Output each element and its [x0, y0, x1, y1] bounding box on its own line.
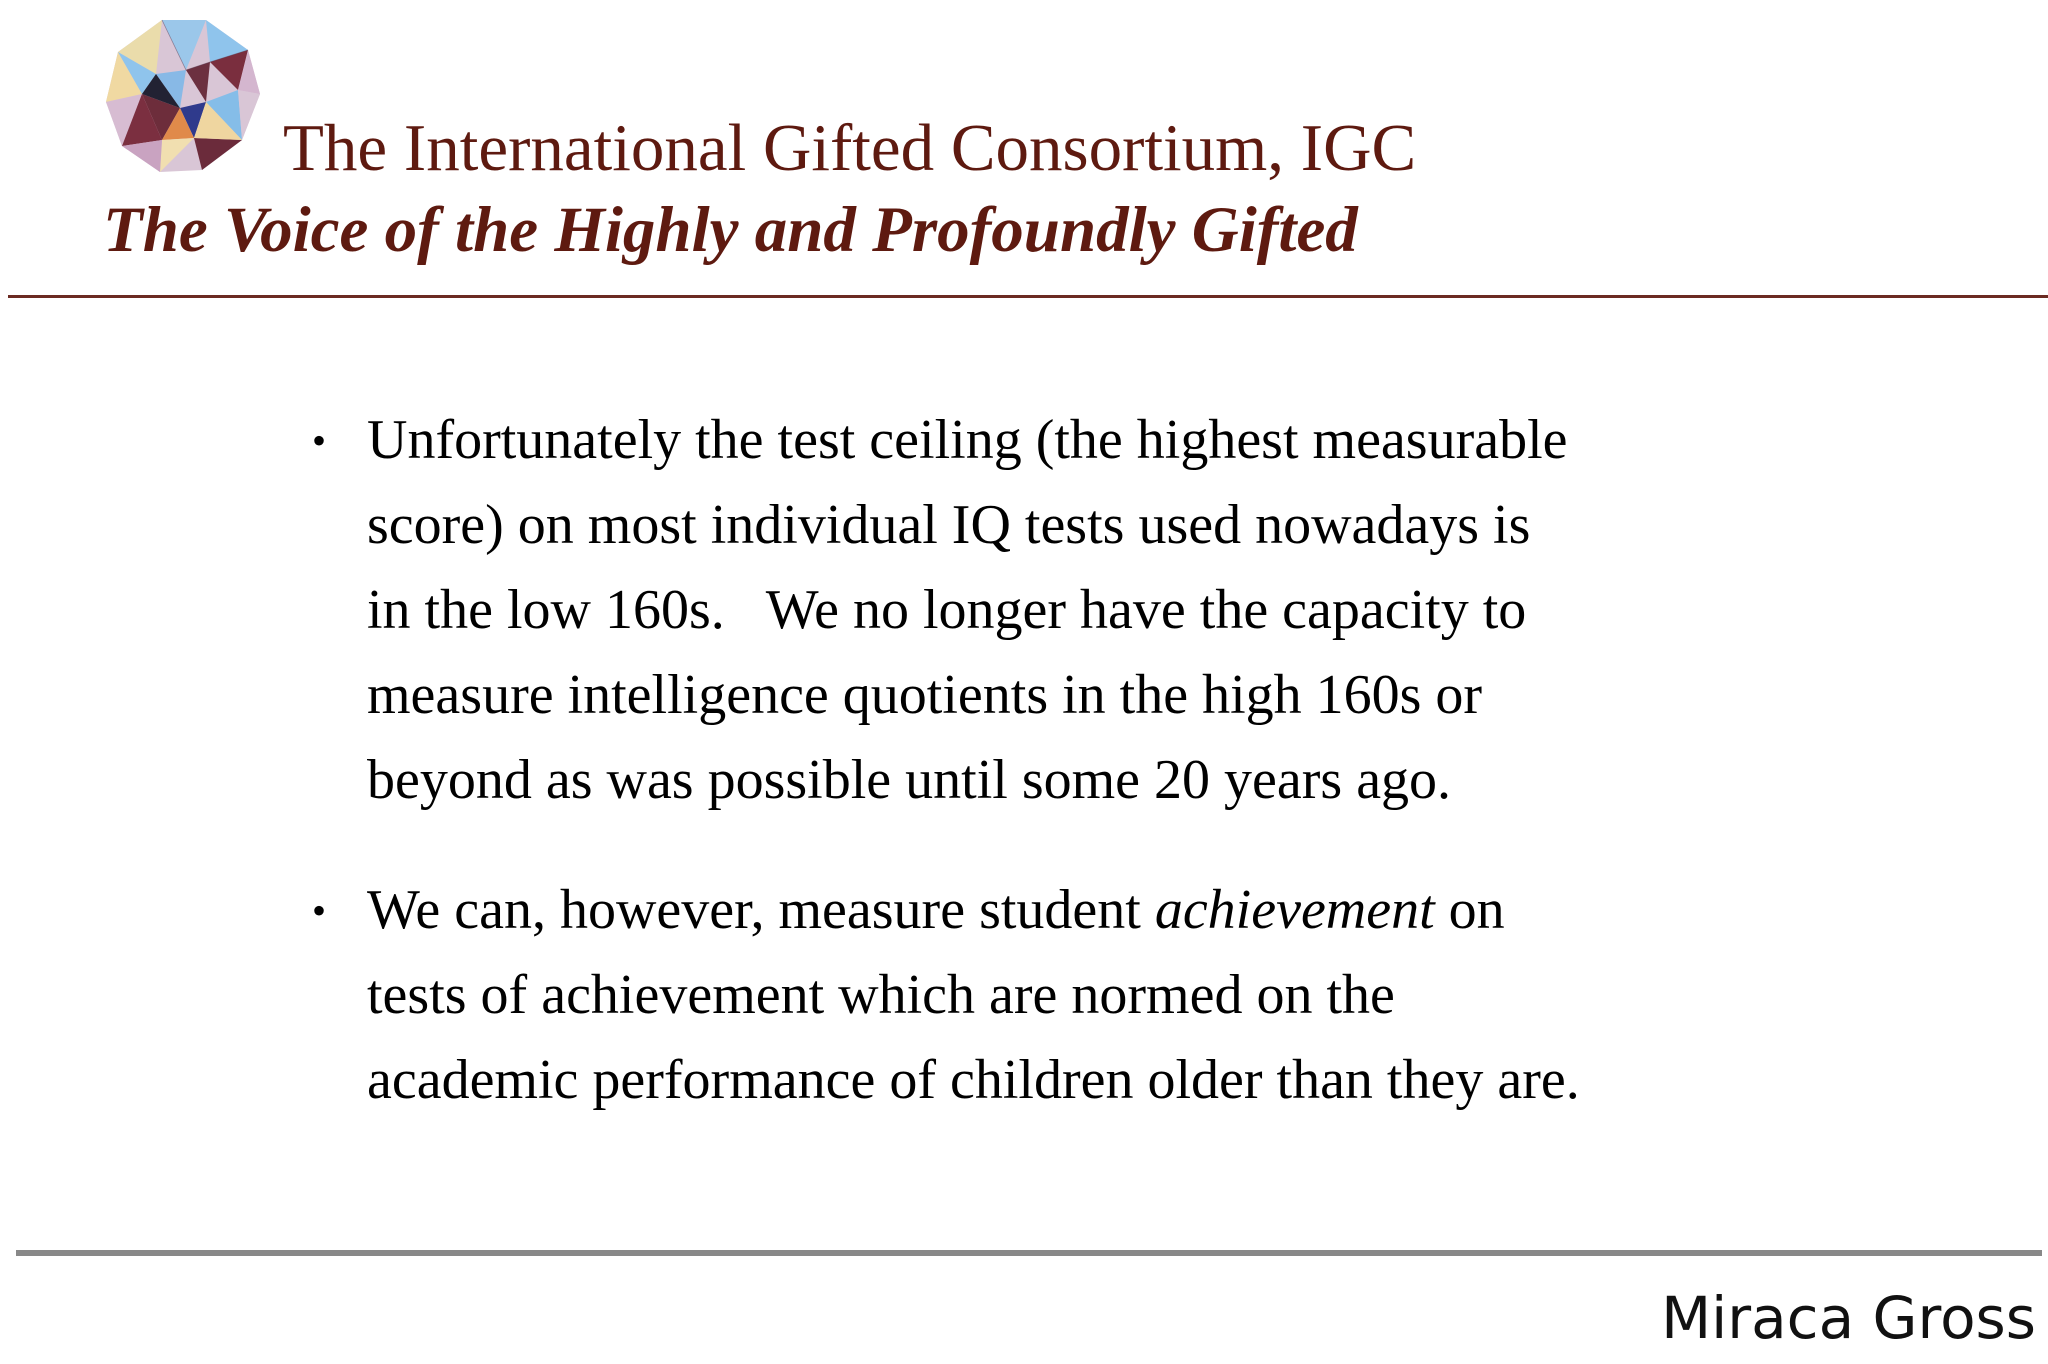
emphasized-word: achievement: [1154, 879, 1435, 941]
bullet-text-segment: We can, however, measure student: [367, 879, 1155, 941]
bullet-mark: •: [312, 888, 327, 933]
polyhedron-logo-icon: [106, 18, 260, 174]
bullet-text-line: Unfortunately the test ceiling (the highest measurable: [367, 409, 1568, 471]
bullet-text-line: measure intelligence quotients in the high 160s or: [367, 664, 1483, 726]
bullet-text-line: score) on most individual IQ tests used nowadays is: [367, 494, 1531, 556]
bullet-text-segment: on: [1434, 879, 1505, 941]
bullet-text-line: [367, 868, 1770, 953]
header-divider: [8, 295, 2048, 298]
organization-tagline: The Voice of the Highly and Profoundly Gifted: [103, 194, 1358, 266]
author-name: Miraca Gross: [1661, 1284, 2036, 1352]
bullet-text-line: beyond as was possible until some 20 years ago.: [367, 749, 1452, 811]
bullet-text-line: in the low 160s. We no longer have the capacity to: [367, 579, 1527, 641]
bullet-item-test-ceiling: [310, 398, 1770, 823]
bullet-item-achievement: [310, 868, 1770, 1123]
bullet-mark: •: [312, 418, 327, 463]
organization-title: The International Gifted Consortium, IGC: [283, 111, 1417, 185]
footer-divider: [16, 1250, 2042, 1256]
bullet-text-line: tests of achievement which are normed on the: [367, 964, 1395, 1026]
bullet-text-line: academic performance of children older than they are.: [367, 1049, 1580, 1111]
bullet-list: [310, 398, 1770, 1123]
